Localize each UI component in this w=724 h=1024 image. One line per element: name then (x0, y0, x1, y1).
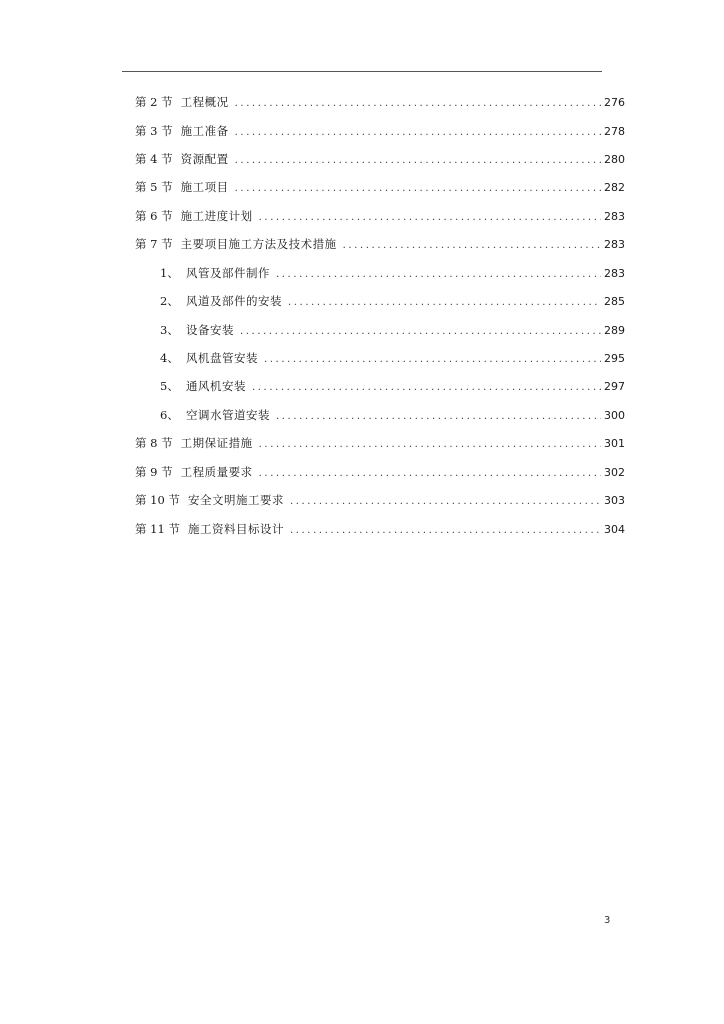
dot-leader (235, 125, 601, 141)
page-reference: 289 (604, 324, 625, 337)
page-reference: 303 (604, 494, 625, 507)
section-number: 第 4 节 (135, 152, 173, 166)
toc-entry-item-4[interactable] (160, 350, 625, 366)
dot-leader (235, 181, 601, 197)
page-reference: 280 (604, 153, 625, 166)
toc-entry-section-2[interactable] (135, 94, 625, 110)
toc-entry-item-6[interactable] (160, 407, 625, 423)
dot-leader (343, 238, 601, 254)
entry-title: 通风机安装 (186, 379, 246, 393)
dot-leader (259, 466, 601, 482)
section-number: 第 9 节 (135, 465, 173, 479)
entry-title: 施工项目 (180, 180, 229, 194)
toc-entry-item-5[interactable] (160, 378, 625, 394)
page-reference: 283 (604, 267, 625, 280)
entry-title: 安全文明施工要求 (187, 493, 284, 507)
page-reference: 297 (604, 380, 625, 393)
toc-entry-section-10[interactable] (135, 492, 625, 508)
section-number: 第 2 节 (135, 95, 173, 109)
section-number: 第 8 节 (135, 436, 173, 450)
entry-title: 设备安装 (186, 323, 234, 337)
section-number: 第 10 节 (135, 493, 180, 507)
entry-title: 工程概况 (180, 95, 229, 109)
toc-entry-section-11[interactable] (135, 521, 625, 537)
dot-leader (264, 352, 601, 368)
section-number: 第 3 节 (135, 124, 173, 138)
dot-leader (276, 409, 601, 425)
dot-leader (288, 295, 601, 311)
page-reference: 285 (604, 295, 625, 308)
dot-leader (235, 153, 601, 169)
entry-title: 施工进度计划 (180, 209, 253, 223)
page-reference: 295 (604, 352, 625, 365)
toc-entry-section-9[interactable] (135, 464, 625, 480)
page-reference: 282 (604, 181, 625, 194)
page-reference: 283 (604, 210, 625, 223)
entry-title: 主要项目施工方法及技术措施 (180, 237, 337, 251)
section-number: 第 7 节 (135, 237, 173, 251)
page-reference: 276 (604, 96, 625, 109)
entry-title: 风机盘管安装 (186, 351, 258, 365)
dot-leader (259, 210, 601, 226)
entry-title: 施工准备 (180, 124, 229, 138)
entry-title: 风道及部件的安装 (186, 294, 282, 308)
toc-entry-section-4[interactable] (135, 151, 625, 167)
dot-leader (252, 380, 601, 396)
section-number: 第 6 节 (135, 209, 173, 223)
toc-entry-section-5[interactable] (135, 179, 625, 195)
entry-title: 施工资料目标设计 (187, 522, 284, 536)
entry-title: 空调水管道安装 (186, 408, 270, 422)
section-number: 第 11 节 (135, 522, 180, 536)
page-reference: 278 (604, 125, 625, 138)
item-number: 5、 (160, 379, 179, 393)
page-reference: 283 (604, 238, 625, 251)
page-number: 3 (604, 915, 611, 926)
dot-leader (290, 494, 601, 510)
entry-title: 工程质量要求 (180, 465, 253, 479)
page-reference: 300 (604, 409, 625, 422)
item-number: 1、 (160, 266, 179, 280)
item-number: 3、 (160, 323, 179, 337)
toc-entry-section-3[interactable] (135, 123, 625, 139)
dot-leader (259, 437, 601, 453)
page-reference: 301 (604, 437, 625, 450)
dot-leader (290, 523, 601, 539)
toc-entry-item-2[interactable] (160, 293, 625, 309)
section-number: 第 5 节 (135, 180, 173, 194)
item-number: 2、 (160, 294, 179, 308)
toc-entry-section-6[interactable] (135, 208, 625, 224)
entry-title: 工期保证措施 (180, 436, 253, 450)
toc-entry-section-8[interactable] (135, 435, 625, 451)
item-number: 4、 (160, 351, 179, 365)
item-number: 6、 (160, 408, 179, 422)
page-reference: 302 (604, 466, 625, 479)
toc-entry-section-7[interactable] (135, 236, 625, 252)
page-reference: 304 (604, 523, 625, 536)
toc-entry-item-1[interactable] (160, 265, 625, 281)
entry-title: 风管及部件制作 (186, 266, 270, 280)
dot-leader (235, 96, 601, 112)
dot-leader (276, 267, 601, 283)
entry-title: 资源配置 (180, 152, 229, 166)
dot-leader (240, 324, 601, 340)
toc-entry-item-3[interactable] (160, 322, 625, 338)
header-rule (122, 71, 602, 72)
